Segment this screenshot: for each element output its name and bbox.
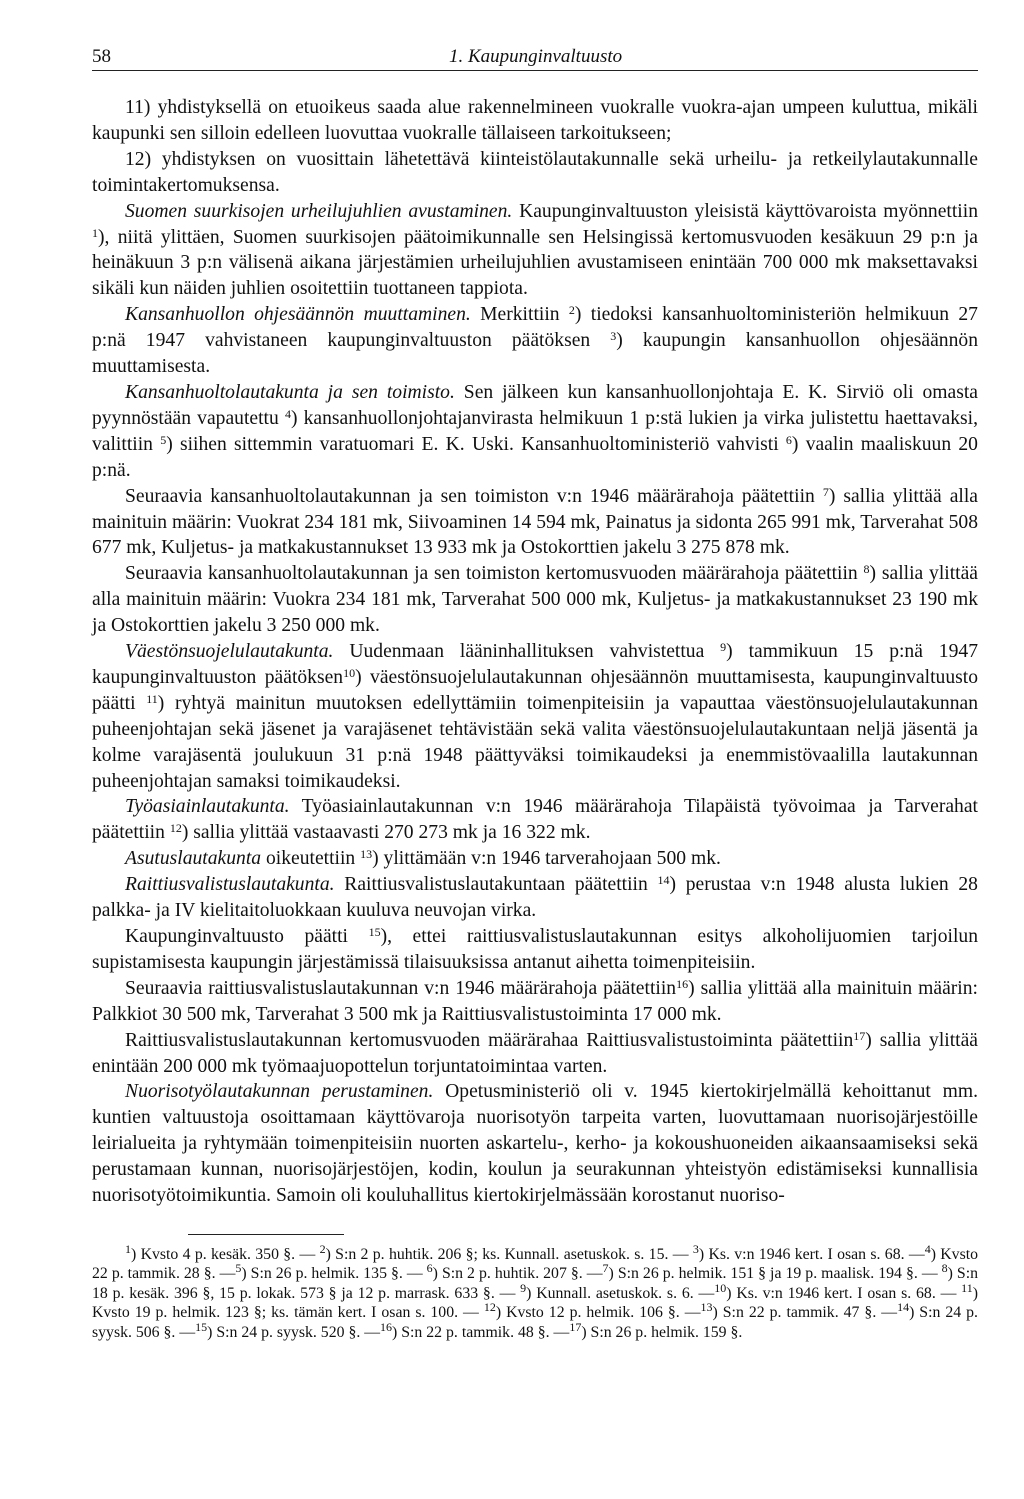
- paragraph: [92, 639, 978, 794]
- text-run: ) tammikuun 15 p:nä 1947 kaupunginvaltuuston päätöksen: [92, 641, 978, 688]
- footnote-marker: 13: [360, 847, 373, 862]
- text-run: ) S:n 26 p. helmik. 151 § ja 19 p. maalisk. 194 §. —: [608, 1265, 942, 1283]
- paragraph: [92, 147, 978, 199]
- text-run: ) sallia ylittää vastaavasti 270 273 mk ja 16 322 mk.: [181, 822, 591, 844]
- text-run: ) S:n 24 p. syysk. 520 §. —: [207, 1323, 381, 1341]
- text-run: Kaupunginvaltuusto päätti: [125, 926, 369, 947]
- text-run: ) S:n 26 p. helmik. 135 §. —: [241, 1265, 427, 1283]
- footnote-marker: 1: [92, 225, 98, 240]
- footnote-marker: 8: [863, 562, 870, 577]
- text-run: ) Ks. v:n 1946 kert. I osan s. 68. —: [726, 1284, 962, 1302]
- footnote-marker: 12: [483, 1300, 496, 1315]
- text-run: ) sallia ylittää alla mainituin määrin: Palkkiot 30 500 mk, Tarverahat 3 500 mk ja Raittiusvalistustoiminta 17 000 mk.: [92, 977, 978, 1025]
- text-run: Seuraavia kansanhuoltolautakunnan ja sen toimiston v:n 1946 määrärahoja päätettiin: [125, 485, 823, 507]
- paragraph: [92, 1079, 978, 1209]
- paragraph: [92, 302, 978, 380]
- footnote-marker: 12: [169, 821, 182, 836]
- footnote-marker: 11: [961, 1280, 973, 1295]
- footnote-marker: 14: [897, 1300, 910, 1315]
- footnote-marker: 9: [520, 1280, 527, 1295]
- text-run: Seuraavia raittiusvalistuslautakunnan v:n 1946 määrärahoja päätettiin: [125, 977, 677, 999]
- footnote-marker: 17: [569, 1319, 582, 1334]
- footnote-marker: 10: [343, 665, 356, 680]
- footnote-marker: 13: [700, 1300, 713, 1315]
- section-heading: Työasiainlautakunta.: [125, 796, 290, 818]
- footnote-separator: [188, 1234, 344, 1235]
- footnote-marker: 16: [380, 1319, 393, 1334]
- footnote-marker: 10: [714, 1280, 727, 1295]
- body-text: [92, 95, 978, 1209]
- text-run: Sen jälkeen kun kansanhuollonjohtaja E. K. Sirviö oli omasta pyynnöstään vapautettu: [92, 381, 978, 429]
- section-heading: Nuorisotyölautakunnan perustaminen.: [125, 1081, 434, 1103]
- text-run: ), ettei raittiusvalistuslautakunnan esitys alkoholijuomien tarjoilun supistamisesta kaupungin järjestämissä tilaisuuksissa antanut aihetta toimenpiteisiin.: [92, 926, 979, 973]
- text-run: ) ryhtyä mainitun muutoksen edellyttämiin toimenpiteisiin ja vapauttaa väestönsuojelulautakunnan puheenjohtajan sekä jäsenet ja varajäsenet tehtävistään sekä valita väestönsuojelulautakuntaan neljä jäsentä ja kolme varajäsentä joulukuun 31 p:nä 1948 päättyväksi toimikaudeksi ja enemmistövaalilla lautakunnan puheenjohtajan samaksi toimikaudeksi.: [92, 692, 978, 792]
- page-header: [92, 40, 978, 71]
- section-heading: Raittiusvalistuslautakunta.: [125, 874, 335, 896]
- text-run: ) tiedoksi kansanhuoltoministeriön helmikuun 27 p:nä 1947 vahvistaneen kaupunginvaltuuston päätöksen: [92, 304, 978, 352]
- text-run: ) S:n 22 p. tammik. 47 §. —: [712, 1304, 898, 1322]
- footnote-marker: 2: [319, 1241, 326, 1256]
- text-run: ) S:n 2 p. huhtik. 206 §; ks. Kunnall. asetuskok. s. 15. —: [325, 1245, 693, 1263]
- footnote-block: [92, 1241, 979, 1342]
- text-run: Kaupunginvaltuuston yleisistä käyttövaroista myönnettiin: [512, 200, 978, 222]
- text-run: Seuraavia kansanhuoltolautakunnan ja sen toimiston kertomusvuoden määrärahoja päätettiin: [125, 563, 864, 585]
- section-heading: Asutuslautakunta: [125, 848, 262, 870]
- footnote-marker: 7: [822, 484, 829, 499]
- footnote-marker: 1: [125, 1241, 131, 1256]
- section-heading: Väestönsuojelulautakunta.: [125, 641, 334, 663]
- footnote-marker: 14: [657, 873, 670, 888]
- paragraph: [92, 484, 978, 562]
- footnote-marker: 5: [160, 432, 167, 447]
- footnote-marker: 4: [284, 406, 291, 421]
- text-run: oikeutettiin: [261, 848, 361, 870]
- text-run: ) S:n 26 p. helmik. 159 §.: [581, 1323, 743, 1341]
- text-run: ) Kvsto 12 p. helmik. 106 §. —: [495, 1304, 701, 1322]
- text-run: 11) yhdistyksellä on etuoikeus saada alue rakennelmineen vuokralle vuokra-ajan umpeen kuluttua, mikäli kaupunki sen silloin edelleen luovuttaa vuokralle tällaiseen tarkoitukseen;: [92, 97, 978, 144]
- document-page: [92, 40, 978, 1342]
- text-run: ) S:n 18 p. kesäk. 396 §, 15 p. lokak. 573 § ja 12 p. marrask. 633 §. —: [92, 1265, 979, 1302]
- text-run: ) kaupungin kansanhuollon ohjesäännön muuttamisesta.: [92, 330, 978, 378]
- text-run: ) Kvsto 19 p. helmik. 123 §; ks. tämän kert. I osan s. 100. —: [92, 1284, 978, 1322]
- text-run: ) Kunnall. asetuskok. s. 6. —: [526, 1284, 715, 1302]
- paragraph: [92, 794, 978, 846]
- text-run: ) Kvsto 22 p. tammik. 28 §. —: [92, 1245, 979, 1283]
- footnote-marker: 6: [785, 432, 792, 447]
- footnote-marker: 4: [924, 1241, 931, 1256]
- paragraph: [92, 561, 978, 639]
- text-run: ) sallia ylittää alla mainituin määrin: Vuokrat 234 181 mk, Siivoaminen 14 594 mk, Painatus ja sidonta 265 991 mk, Tarverahat 508 677 mk, Kuljetus- ja matkakustannukset 13 933 mk ja Ostokorttien jakelu 3 275 878 mk.: [92, 485, 978, 559]
- text-run: ) perustaa v:n 1948 alusta lukien 28 palkka- ja IV kielitaitoluokkaan kuuluva neuvojan virka.: [92, 874, 978, 922]
- footnote-marker: 3: [692, 1241, 699, 1256]
- text-run: ) S:n 2 p. huhtik. 207 §. —: [432, 1265, 603, 1283]
- footnotes: [92, 1241, 979, 1342]
- section-heading: Kansanhuollon ohjesäännön muuttaminen.: [125, 304, 471, 326]
- text-run: ) Kvsto 4 p. kesäk. 350 §. —: [131, 1245, 320, 1263]
- paragraph: [92, 95, 978, 147]
- paragraph: [92, 872, 978, 924]
- paragraph: [92, 924, 978, 976]
- text-run: 12) yhdistyksen on vuosittain lähetettävä kiinteistölautakunnalle sekä urheilu- ja retkeilylautakunnalle toimintakertomuksensa.: [92, 148, 978, 196]
- paragraph: [92, 846, 978, 872]
- text-run: ) sallia ylittää enintään 200 000 mk työmaajuopottelun torjuntatoimintaa varten.: [92, 1029, 979, 1077]
- text-run: Työasiainlautakunnan v:n 1946 määrärahoja Tilapäistä työvoimaa ja Tarverahat päätettiin: [92, 796, 978, 844]
- text-run: ) S:n 22 p. tammik. 48 §. —: [392, 1323, 570, 1341]
- footnote-marker: 17: [853, 1028, 866, 1043]
- footnote-marker: 7: [602, 1261, 609, 1276]
- text-run: ) ylittämään v:n 1946 tarverahojaan 500 mk.: [372, 848, 721, 870]
- footnote-marker: 15: [368, 925, 381, 939]
- footnote-marker: 16: [676, 976, 689, 991]
- text-run: ) vaalin maaliskuun 20 p:nä.: [92, 433, 978, 481]
- text-run: ) siihen sittemmin varatuomari E. K. Uski. Kansanhuoltoministeriö vahvisti: [166, 433, 786, 455]
- text-run: ) S:n 24 p. syysk. 506 §. —: [92, 1304, 978, 1341]
- paragraph: [92, 1028, 978, 1080]
- paragraph: [92, 380, 978, 484]
- footnote-marker: 15: [195, 1319, 208, 1334]
- text-run: ) väestönsuojelulautakunnan ohjesäännön muuttamisesta, kaupunginvaltuusto päätti: [92, 666, 979, 714]
- text-run: ), niitä ylittäen, Suomen suurkisojen päätoimikunnalle sen Helsingissä kertomusvuoden kesäkuun 29 p:n ja heinäkuun 3 p:n välisenä aikana järjestämien urheilujuhlien avustamiseen enintään 700 000 mk maksettavaksi sikäli kun näiden juhlien osoitettiin tuottaneen tappiota.: [92, 226, 978, 300]
- text-run: ) Ks. v:n 1946 kert. I osan s. 68. —: [698, 1245, 925, 1263]
- footnote-marker: 11: [146, 691, 158, 706]
- footnote-marker: 9: [720, 640, 727, 655]
- page-number: 58: [92, 46, 111, 67]
- footnote-marker: 5: [235, 1261, 242, 1276]
- text-run: Raittiusvalistuslautakuntaan päätettiin: [334, 874, 658, 896]
- text-run: ) kansanhuollonjohtajanvirasta helmikuun 1 p:stä lukien ja virka julistettu haettavaksi, valittiin: [92, 407, 978, 455]
- section-heading: Kansanhuoltolautakunta ja sen toimisto.: [125, 381, 455, 403]
- footnote-marker: 6: [426, 1261, 433, 1276]
- footnote-marker: 3: [610, 329, 617, 344]
- section-heading: Suomen suurkisojen urheilujuhlien avustaminen.: [125, 200, 513, 222]
- text-run: Opetusministeriö oli v. 1945 kiertokirjelmällä kehoittanut mm. kuntien valtuustoja osoittamaan käyttövaroja nuorisotyön tarpeita varten, luovuttamaan nuorisojärjestöille leirialueita ja ryhtymään toimenpiteisiin nuorten askartelu-, kerho- ja kokoushuoneiden aikaansaamiseksi sekä perustamaan kunnan, nuorisojärjestöjen, kodin, koulun ja seurakunnan yhteistyön edistämiseksi kunnallisia nuorisotyötoimikuntia. Samoin oli kouluhallitus kiertokirjelmässään korostanut nuoriso-: [92, 1081, 979, 1207]
- footnote-marker: 8: [941, 1261, 948, 1276]
- text-run: Uudenmaan lääninhallituksen vahvistettua: [333, 641, 721, 663]
- text-run: ) sallia ylittää alla mainituin määrin: Vuokra 234 181 mk, Tarverahat 500 000 mk, Kuljetus- ja matkakustannukset 23 190 mk ja Ostokorttien jakelu 3 250 000 mk.: [92, 563, 978, 637]
- running-title: 1. Kaupunginvaltuusto: [449, 46, 623, 67]
- text-run: Merkittiin: [470, 304, 569, 326]
- paragraph: [92, 976, 978, 1028]
- paragraph: [92, 199, 978, 303]
- text-run: Raittiusvalistuslautakunnan kertomusvuoden määrärahaa Raittiusvalistustoiminta päätettiin: [125, 1029, 854, 1051]
- footnote-marker: 2: [568, 303, 575, 318]
